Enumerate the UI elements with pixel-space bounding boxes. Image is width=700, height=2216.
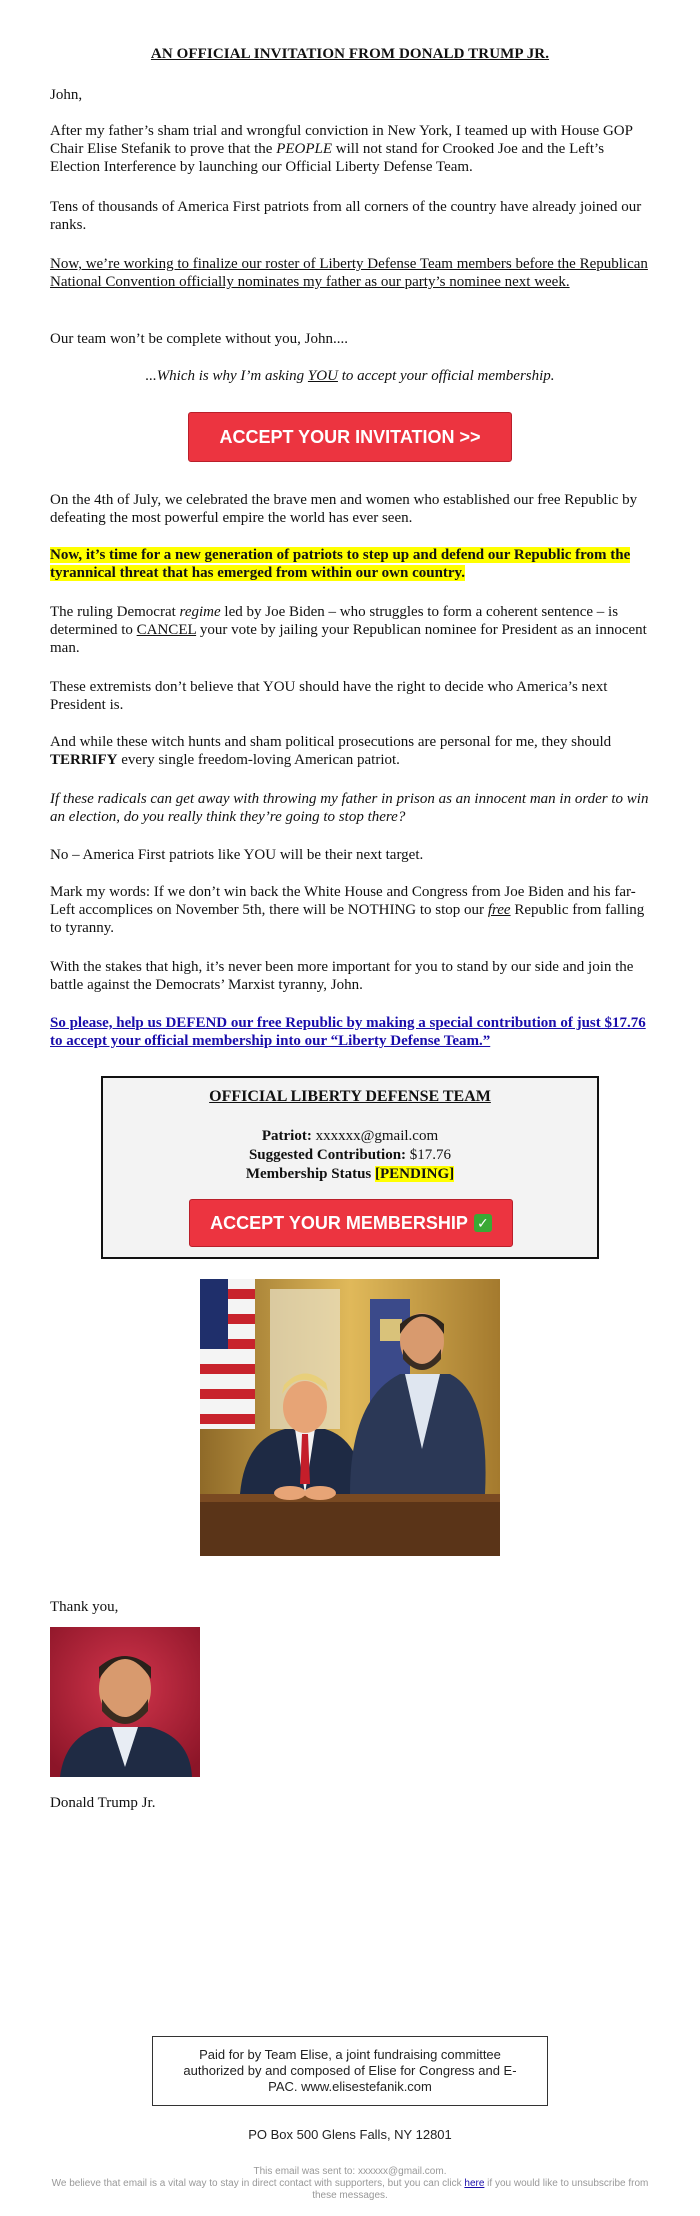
ask-line: ...Which is why I’m asking YOU to accept your official membership. (145, 368, 555, 384)
contribution-line: Suggested Contribution: $17.76 (248, 1147, 452, 1163)
status-badge: [PENDING] (375, 1166, 455, 1182)
greeting: John, (50, 87, 83, 103)
signature-name: Donald Trump Jr. (50, 1795, 156, 1811)
mailing-address: PO Box 500 Glens Falls, NY 12801 (248, 2127, 452, 2142)
paid-for-disclaimer: Paid for by Team Elise, a joint fundraising committee authorized by and composed of Elise for Congress and E-PAC. www.elisestefanik.com (152, 2036, 548, 2106)
paragraph-3: Now, we’re working to finalize our roster of Liberty Defense Team members before the Republican National Convention officially nominates my father as our party’s nominee next week. (50, 256, 648, 290)
paragraph-7: The ruling Democrat regime led by Joe Biden – who struggles to form a coherent sentence – is determined to CANCEL your vote by jailing your Republican nominee for President as an innocent man. (50, 604, 647, 656)
sent-to-notice: This email was sent to: xxxxxx@gmail.com. (253, 2166, 447, 2177)
paragraph-9: And while these witch hunts and sham political prosecutions are personal for me, they should TERRIFY every single freedom-loving American patriot. (50, 734, 612, 768)
contribution-link[interactable]: So please, help us DEFEND our free Republic by making a special contribution of just $17.76 to accept your official membership into our “Liberty Defense Team.” (50, 1015, 646, 1049)
accept-invitation-button[interactable]: ACCEPT YOUR INVITATION >> (188, 412, 512, 462)
signature-headshot (50, 1627, 200, 1777)
status-line: Membership Status [PENDING] (245, 1166, 455, 1182)
paragraph-1: After my father’s sham trial and wrongful conviction in New York, I teamed up with House GOP Chair Elise Stefanik to prove that the PEOPLE will not stand for Crooked Joe and the Left’s Election Interference by launching our Official Liberty Defense Team. (50, 123, 633, 175)
paragraph-10: If these radicals can get away with throwing my father in prison as an innocent man in order to win an election, do you really think they’re going to stop there? (50, 791, 649, 825)
check-mark-icon: ✓ (474, 1214, 492, 1232)
membership-card-title: OFFICIAL LIBERTY DEFENSE TEAM (209, 1088, 491, 1105)
paragraph-5: On the 4th of July, we celebrated the brave men and women who established our free Republic by defeating the most powerful empire the world has ever seen. (50, 492, 638, 526)
unsubscribe-notice: We believe that email is a vital way to stay in direct contact with supporters, but you can click here if you would like to unsubscribe from these messages. (51, 2178, 649, 2201)
paragraph-8: These extremists don’t believe that YOU should have the right to decide who America’s next President is. (50, 679, 608, 713)
membership-card (101, 1076, 599, 1259)
paragraph-4: Our team won’t be complete without you, John.... (50, 331, 349, 347)
accept-membership-button[interactable]: ACCEPT YOUR MEMBERSHIP ✓ (189, 1199, 513, 1247)
oval-office-photo (200, 1279, 500, 1556)
paragraph-13: With the stakes that high, it’s never been more important for you to stand by our side and join the battle against the Democrats’ Marxist tyranny, John. (50, 959, 634, 993)
unsubscribe-link[interactable]: here (464, 2178, 485, 2189)
closing: Thank you, (50, 1599, 119, 1615)
paragraph-11: No – America First patriots like YOU will be their next target. (50, 847, 424, 863)
paragraph-2: Tens of thousands of America First patriots from all corners of the country have already joined our ranks. (50, 199, 642, 233)
patriot-line: Patriot: xxxxxx@gmail.com (261, 1128, 439, 1144)
paragraph-6: Now, it’s time for a new generation of patriots to step up and defend our Republic from the tyrannical threat that has emerged from within our own country. (50, 547, 631, 581)
page-title: AN OFFICIAL INVITATION FROM DONALD TRUMP JR. (150, 46, 550, 62)
paragraph-12: Mark my words: If we don’t win back the White House and Congress from Joe Biden and his far-Left accomplices on November 5th, there will be NOTHING to stop our free Republic from falling to tyranny. (50, 884, 645, 936)
